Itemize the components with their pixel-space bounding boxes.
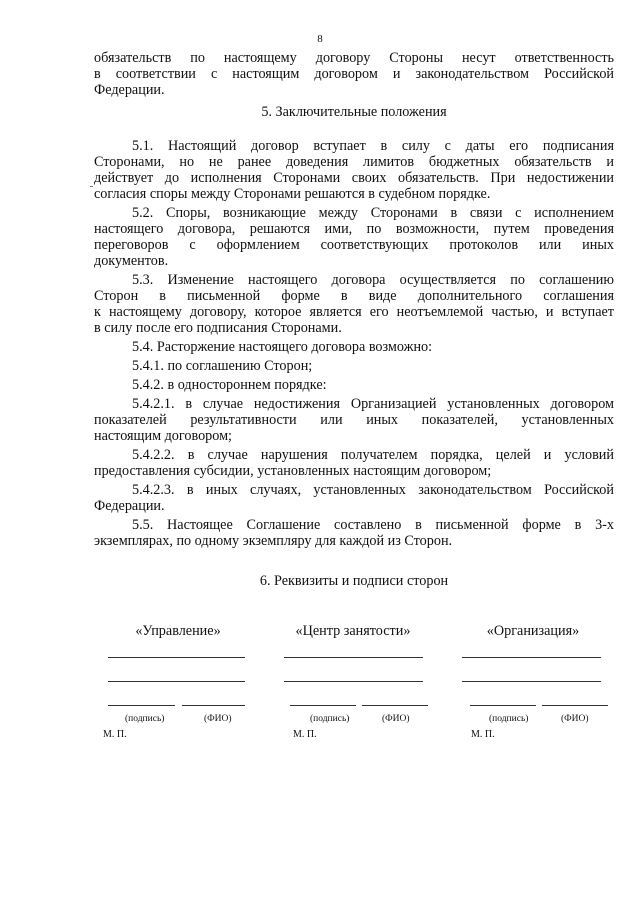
text-line: 5.5. Настоящее Соглашение составлено в письменной форме в 3-х [132,517,614,533]
signature-block [0,618,640,758]
text-line: Сторонами, но не ранее доведения лимитов бюджетных обязательств и [94,154,614,170]
text-line: показателей результативности или иных показателей, установленных [94,412,614,428]
name-caption: (ФИО) [561,714,589,724]
signature-line [284,657,423,658]
paragraph-5-4-2-3 [94,482,614,514]
text-line: 5.1. Настоящий договор вступает в силу с даты его подписания [132,138,614,154]
text-line: в соответствии с настоящим договором и законодательством Российской [94,66,614,82]
paragraph-5-3 [94,272,614,336]
paragraph-5-4-1: 5.4.1. по соглашению Сторон; [132,358,313,374]
signature-line [462,681,601,682]
text-line: обязательств по настоящему договору Стороны несут ответственность [94,50,614,66]
signature-line [108,705,175,706]
signature-caption: (подпись) [489,714,529,724]
text-line: переговоров с оформлением соответствующих протоколов или иных [94,237,614,253]
paragraph-5-4-2-2 [94,447,614,479]
stamp-label: М. П. [293,729,317,740]
party-name: «Управление» [135,623,221,639]
paragraph-5-4-2-1 [94,396,614,444]
signature-line [284,681,423,682]
text-line: Сторон в письменной форме в виде дополнительного соглашения [94,288,614,304]
document-body [94,50,614,589]
signature-caption: (подпись) [310,714,350,724]
paragraph-5-1 [94,138,614,202]
paragraph-5-4-2: 5.4.2. в одностороннем порядке: [132,377,327,393]
text-line: 5.4.2.3. в иных случаях, установленных законодательством Российской [132,482,614,498]
text-line: 5.4.2.2. в случае нарушения получателем порядка, целей и условий [132,447,614,463]
text-line: к настоящему договору, которое является его неотъемлемой частью, и вступает [94,304,614,320]
text-line: предоставления субсидии, установленных настоящим договором; [94,463,492,479]
name-caption: (ФИО) [382,714,410,724]
text-line: экземплярах, по одному экземпляру для каждой из Сторон. [94,533,453,549]
paragraph-intro [94,50,614,98]
text-line: документов. [94,253,169,269]
stamp-label: М. П. [471,729,495,740]
text-line: настоящего договора, решаются ими, по возможности, путем проведения [94,221,614,237]
paragraph-5-5 [94,517,614,549]
text-line: 5.2. Споры, возникающие между Сторонами в связи с исполнением [132,205,614,221]
stamp-label: М. П. [103,729,127,740]
text-line: Федерации. [94,498,165,514]
text-line: настоящим договором; [94,428,232,444]
paragraph-5-4: 5.4. Расторжение настоящего договора возможно: [132,339,433,355]
paragraph-5-2 [94,205,614,269]
signature-line [108,657,245,658]
signature-line [108,681,245,682]
text-line: 5.3. Изменение настоящего договора осуществляется по соглашению [132,272,614,288]
page-number: 8 [317,33,323,45]
margin-mark [90,186,93,187]
name-line [542,705,608,706]
party-name: «Центр занятости» [295,623,411,639]
section-6-title: 6. Реквизиты и подписи сторон [259,573,449,589]
name-line [362,705,428,706]
signature-line [470,705,536,706]
text-line: согласия споры между Сторонами решаются в судебном порядке. [94,186,491,202]
text-line: в силу после его подписания Сторонами. [94,320,342,336]
signature-caption: (подпись) [125,714,165,724]
signature-line [290,705,356,706]
party-name: «Организация» [486,623,580,639]
text-line: действует до исполнения Сторонами своих обязательств. При недостижении [94,170,614,186]
text-line: Федерации. [94,82,165,98]
name-caption: (ФИО) [204,714,232,724]
name-line [182,705,245,706]
text-line: 5.4.2.1. в случае недостижения Организацией установленных договором [132,396,614,412]
section-5-title: 5. Заключительные положения [261,104,447,120]
signature-line [462,657,601,658]
